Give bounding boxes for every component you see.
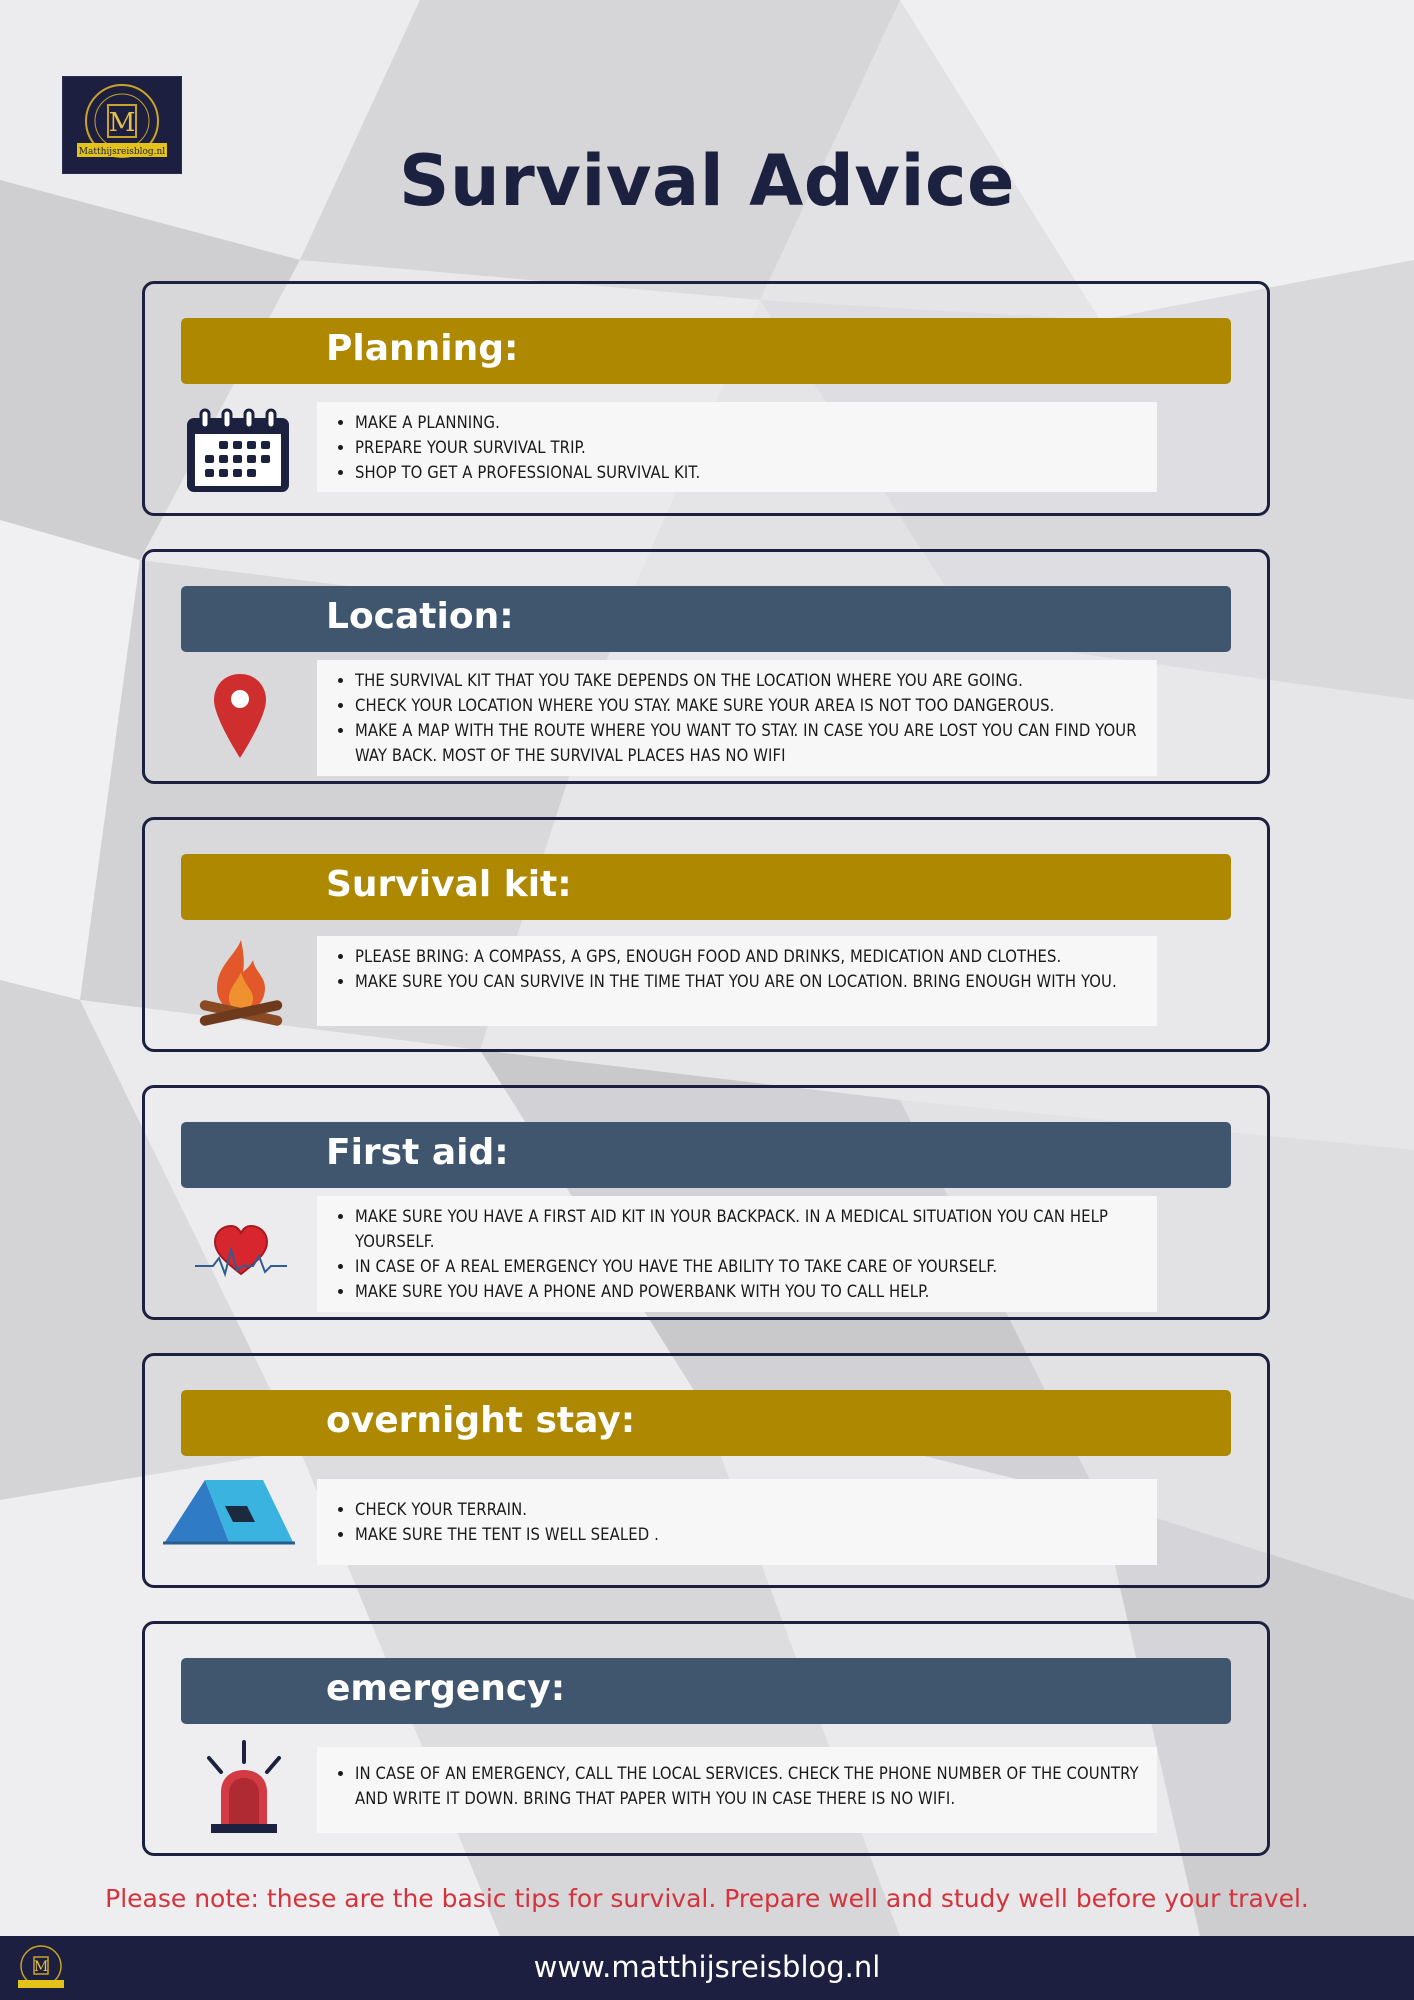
section-text-box (317, 402, 1157, 492)
section-header-band (181, 586, 1231, 652)
campfire-icon (195, 936, 287, 1034)
tent-icon (163, 1476, 295, 1552)
section-header-band (181, 854, 1231, 920)
section-planning (142, 281, 1270, 516)
section-text-box (317, 1196, 1157, 1312)
section-text-box (317, 1747, 1157, 1833)
bullet-list (327, 668, 1153, 768)
list-item: • MAKE A PLANNING. (355, 410, 1153, 435)
calendar-icon (185, 408, 291, 498)
svg-text:M: M (33, 1959, 49, 1975)
map-pin-icon (212, 672, 268, 764)
section-title: Location: (326, 596, 514, 637)
section-header-band (181, 318, 1231, 384)
page-title: Survival Advice (398, 140, 1015, 222)
section-title: emergency: (326, 1668, 566, 1709)
list-item: • MAKE SURE THE TENT IS WELL SEALED . (355, 1522, 1153, 1547)
list-item: • MAKE SURE YOU HAVE A FIRST AID KIT IN YOUR BACKPACK. IN A MEDICAL SITUATION YOU CAN HELP YOURSELF. (355, 1204, 1153, 1254)
section-text-box (317, 660, 1157, 776)
siren-icon (199, 1740, 289, 1840)
logo-banner-text: Matthijsreisblog.nl (78, 147, 166, 157)
section-header-band (181, 1122, 1231, 1188)
section-text-box (317, 936, 1157, 1026)
logo-monogram: M (108, 108, 136, 138)
section-header-band (181, 1658, 1231, 1724)
list-item: • MAKE SURE YOU CAN SURVIVE IN THE TIME THAT YOU ARE ON LOCATION. BRING ENOUGH WITH YOU. (355, 969, 1153, 994)
bullet-list (327, 1204, 1153, 1304)
list-item: • IN CASE OF AN EMERGENCY, CALL THE LOCAL SERVICES. CHECK THE PHONE NUMBER OF THE COUNTRY AND WRITE IT DOWN. BRING THAT PAPER WITH YOU IN CASE THERE IS NO WIFI. (355, 1761, 1153, 1811)
bullet-list (327, 1497, 1153, 1547)
list-item: • SHOP TO GET A PROFESSIONAL SURVIVAL KIT. (355, 460, 1153, 485)
list-item: • PREPARE YOUR SURVIVAL TRIP. (355, 435, 1153, 460)
section-first-aid (142, 1085, 1270, 1320)
section-header-band (181, 1390, 1231, 1456)
list-item: • IN CASE OF A REAL EMERGENCY YOU HAVE THE ABILITY TO TAKE CARE OF YOURSELF. (355, 1254, 1153, 1279)
section-survival-kit (142, 817, 1270, 1052)
section-title: Survival kit: (326, 864, 572, 905)
list-item: • MAKE A MAP WITH THE ROUTE WHERE YOU WANT TO STAY. IN CASE YOU ARE LOST YOU CAN FIND YOUR WAY BACK. MOST OF THE SURVIVAL PLACES HAS NO WIFI (355, 718, 1153, 768)
section-title: First aid: (326, 1132, 509, 1173)
list-item: • PLEASE BRING: A COMPASS, A GPS, ENOUGH FOOD AND DRINKS, MEDICATION AND CLOTHES. (355, 944, 1153, 969)
section-text-box (317, 1479, 1157, 1565)
footer-bar (0, 1936, 1414, 2000)
heartbeat-icon (193, 1222, 289, 1286)
section-title: overnight stay: (326, 1400, 636, 1441)
list-item: • THE SURVIVAL KIT THAT YOU TAKE DEPENDS ON THE LOCATION WHERE YOU ARE GOING. (355, 668, 1153, 693)
section-location (142, 549, 1270, 784)
bullet-list (327, 410, 1153, 485)
section-title: Planning: (326, 328, 519, 369)
bullet-list (327, 1761, 1153, 1811)
list-item: • MAKE SURE YOU HAVE A PHONE AND POWERBANK WITH YOU TO CALL HELP. (355, 1279, 1153, 1304)
bullet-list (327, 944, 1153, 994)
section-overnight-stay (142, 1353, 1270, 1588)
list-item: • CHECK YOUR LOCATION WHERE YOU STAY. MAKE SURE YOUR AREA IS NOT TOO DANGEROUS. (355, 693, 1153, 718)
disclaimer-note: Please note: these are the basic tips for survival. Prepare well and study well before your travel. (105, 1884, 1309, 1913)
website-link[interactable]: www.matthijsreisblog.nl (533, 1950, 881, 1984)
section-emergency (142, 1621, 1270, 1856)
list-item: • CHECK YOUR TERRAIN. (355, 1497, 1153, 1522)
